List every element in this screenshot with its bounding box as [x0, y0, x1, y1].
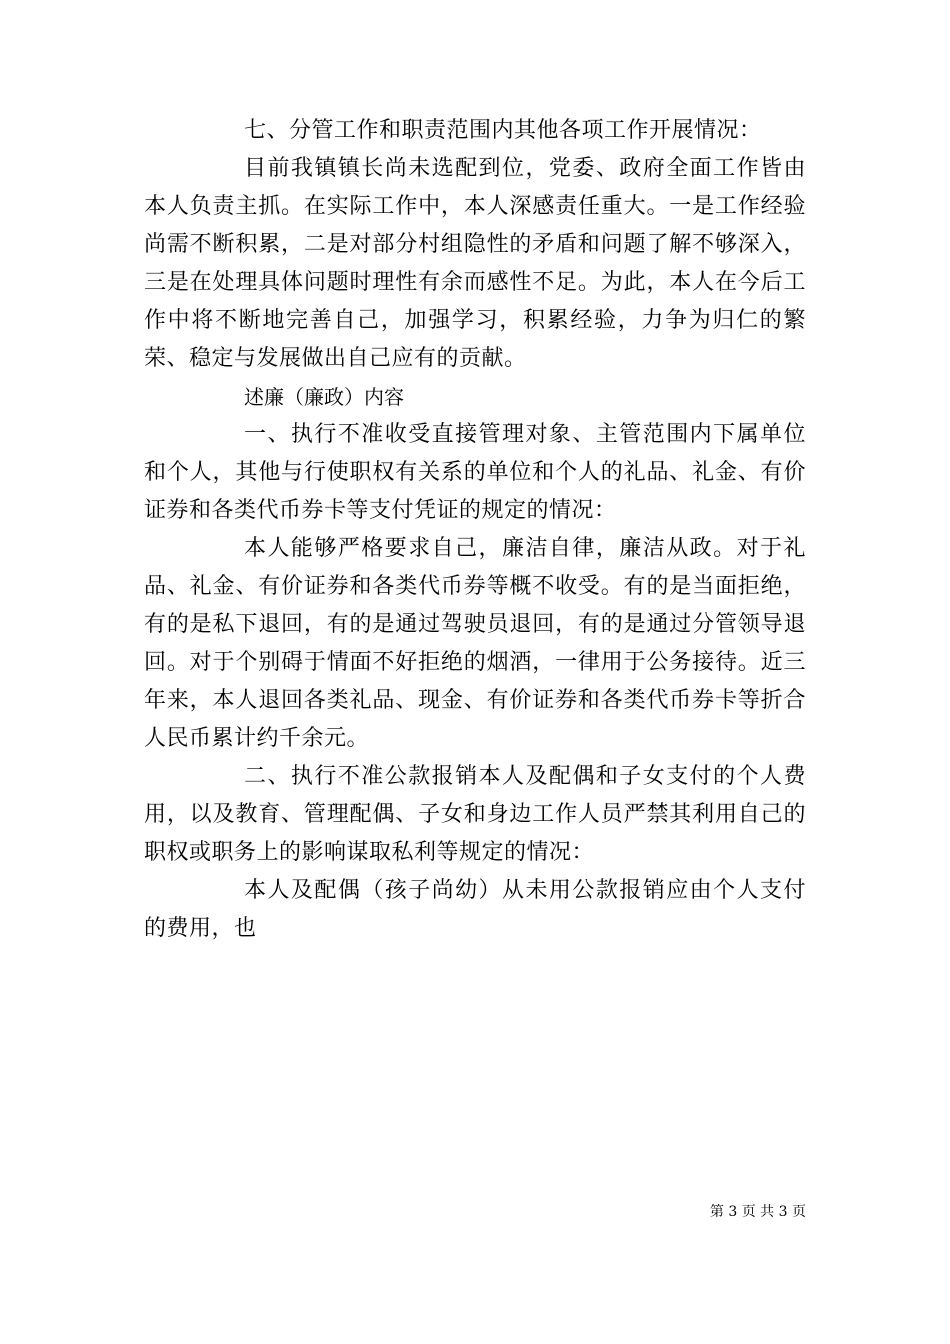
section-heading-two: 二、执行不准公款报销本人及配偶和子女支付的个人费用，以及教育、管理配偶、子女和身边工作人员严禁其利用自己的职权或职务上的影响谋取私利等规定的情况：: [144, 764, 806, 865]
section-heading-integrity: 述廉（廉政）内容: [244, 385, 404, 409]
paragraph-work-overview: 目前我镇镇长尚未选配到位，党委、政府全面工作皆由本人负责主抓。在实际工作中，本人深感责任重大。一是工作经验尚需不断积累，二是对部分村组隐性的矛盾和问题了解不够深入，三是在处理具体问题时理性有余而感性不足。为此，本人在今后工作中将不断地完善自己，加强学习，积累经验，力争为归仁的繁荣、稳定与发展做出自己应有的贡献。: [144, 156, 806, 371]
paragraph-expenses: 本人及配偶（孩子尚幼）从未用公款报销应由个人支付的费用，也: [144, 878, 806, 941]
section-heading-one: 一、执行不准收受直接管理对象、主管范围内下属单位和个人，其他与行使职权有关系的单位和个人的礼品、礼金、有价证券和各类代币券卡等支付凭证的规定的情况：: [144, 422, 806, 523]
section-heading-seven: 七、分管工作和职责范围内其他各项工作开展情况：: [244, 118, 762, 143]
paragraph-gifts: 本人能够严格要求自己，廉洁自律，廉洁从政。对于礼品、礼金、有价证券和各类代币券等概不收受。有的是当面拒绝，有的是私下退回，有的是通过驾驶员退回，有的是通过分管领导退回。对于个别碍于情面不好拒绝的烟酒，一律用于公务接待。近三年来，本人退回各类礼品、现金、有价证券和各类代币券卡等折合人民币累计约千余元。: [144, 536, 806, 751]
document-body: [144, 112, 806, 948]
page-number-footer: 第 3 页 共 3 页: [709, 1204, 806, 1220]
